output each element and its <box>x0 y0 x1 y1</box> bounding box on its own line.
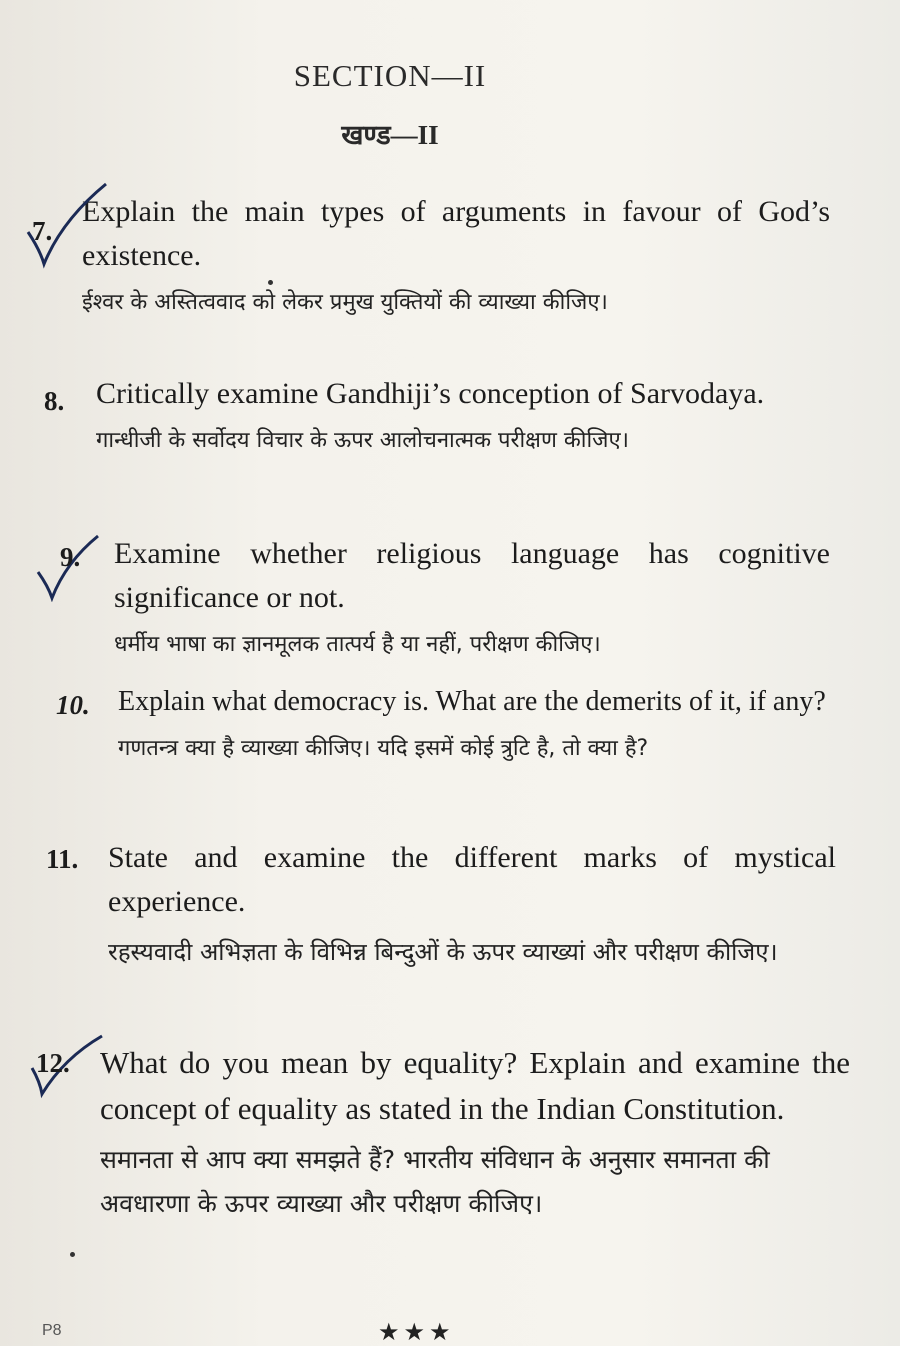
question-7 <box>32 190 830 322</box>
question-text-hindi: गान्धीजी के सर्वोदय विचार के ऊपर आलोचनात्मक परीक्षण कीजिए। <box>96 428 629 453</box>
question-number: 12. <box>36 1048 70 1078</box>
page-corner-text: P8 <box>42 1322 62 1339</box>
question-text-english: State and examine the different marks of mystical experience. <box>108 841 836 918</box>
ink-dot <box>70 1252 75 1257</box>
question-12 <box>30 1040 850 1226</box>
question-text-english: Explain what democracy is. What are the demerits of it, if any? <box>118 686 826 717</box>
question-8 <box>44 372 830 460</box>
question-11 <box>46 836 836 974</box>
question-text-hindi: धर्मीय भाषा का ज्ञानमूलक तात्पर्य है या नहीं, परीक्षण कीजिए। <box>114 632 601 657</box>
question-text-hindi: ईश्वर के अस्तित्ववाद को लेकर प्रमुख युक्तियों की व्याख्या कीजिए। <box>82 290 608 315</box>
question-text-hindi: गणतन्त्र क्या है व्याख्या कीजिए। यदि इसमें कोई त्रुटि है, तो क्या है? <box>118 736 649 761</box>
question-number: 9. <box>60 542 81 572</box>
question-number: 11. <box>46 844 79 874</box>
question-10 <box>56 680 830 768</box>
question-text-english: Explain the main types of arguments in favour of God’s existence. <box>82 195 830 272</box>
question-number: 10. <box>56 690 90 720</box>
question-text-hindi: रहस्यवादी अभिज्ञता के विभिन्न बिन्दुओं के ऊपर व्याख्यां और परीक्षण कीजिए। <box>108 938 778 966</box>
end-stars: ★★★ <box>378 1318 455 1346</box>
question-9 <box>60 532 830 664</box>
section-title-english: SECTION—II <box>293 58 487 93</box>
question-text-english: Critically examine Gandhiji’s conception of Sarvodaya. <box>96 377 765 410</box>
question-text-hindi: समानता से आप क्या समझते हैं? भारतीय संविधान के अनुसार समानता की अवधारणा के ऊपर व्याख्या और परीक्षण कीजिए। <box>100 1145 770 1218</box>
question-number: 7. <box>32 216 53 246</box>
section-title-hindi: खण्ड—II <box>341 120 439 150</box>
ink-dot <box>268 280 273 285</box>
question-text-english: Examine whether religious language has cognitive significance or not. <box>114 537 830 614</box>
question-text-english: What do you mean by equality? Explain and examine the concept of equality as stated in the Indian Constitution. <box>100 1045 850 1126</box>
question-number: 8. <box>44 386 65 416</box>
